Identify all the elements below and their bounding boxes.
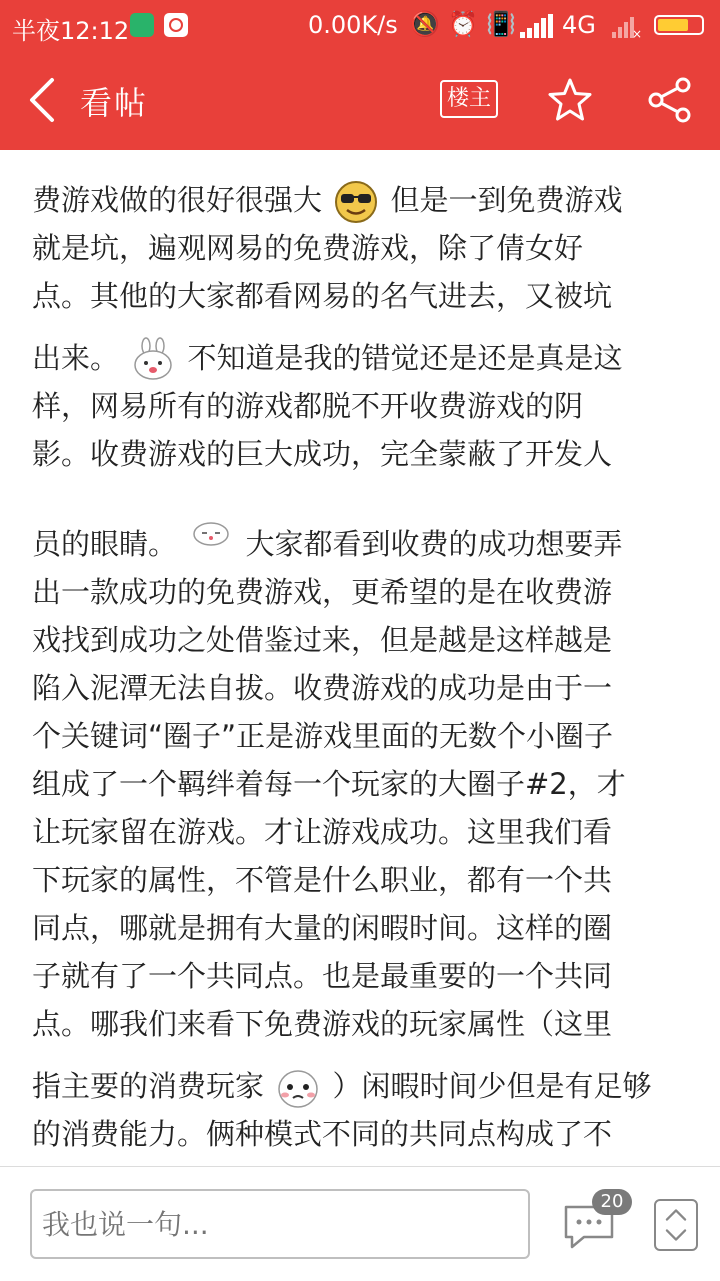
post-line (32, 152, 672, 176)
post-line: 下玩家的属性，不管是什么职业，都有一个共 (32, 863, 613, 897)
post-line: 同点，哪就是拥有大量的闲暇时间。这样的圈 (32, 911, 613, 945)
page-up-down-icon[interactable] (654, 1199, 698, 1251)
post-line: 陷入泥潭无法自拔。收费游戏的成功是由于一 (32, 671, 613, 705)
post-line: 费游戏做的很好很强大 但是一到免费游戏 (32, 176, 672, 224)
crying-emoji (275, 1065, 321, 1111)
post-body (32, 150, 672, 1158)
shield-app-icon (130, 13, 154, 37)
post-line: 让玩家留在游戏。才让游戏成功。这里我们看 (32, 815, 613, 849)
post-line: 点。哪我们来看下免费游戏的玩家属性（这里 (32, 1007, 613, 1041)
post-line: 影。收费游戏的巨大成功，完全蒙蔽了开发人 (32, 437, 613, 471)
post-line: 样，网易所有的游戏都脱不开收费游戏的阴 (32, 389, 584, 423)
page-title: 看帖 (80, 84, 149, 122)
post-line: 个关键词“圈子”正是游戏里面的无数个小圈子 (32, 719, 614, 753)
reply-input[interactable] (30, 1189, 530, 1259)
network-type: 4G (562, 11, 596, 39)
post-line: 指主要的消费玩家 ）闲暇时间少但是有足够 (32, 1062, 672, 1110)
signal-x-icon (612, 14, 642, 38)
only-owner-button[interactable]: 楼主 (440, 80, 498, 118)
net-speed: 0.00K/s (308, 11, 398, 39)
post-content (0, 150, 720, 1166)
post-line: 点。其他的大家都看网易的名气进去，又被坑 (32, 279, 613, 313)
star-icon[interactable] (546, 76, 594, 124)
post-line: 组成了一个羁绊着每一个玩家的大圈子#2，才 (32, 767, 626, 801)
share-icon[interactable] (646, 76, 694, 124)
music-app-icon (164, 13, 188, 37)
post-line: 就是坑，遍观网易的免费游戏，除了倩女好 (32, 231, 584, 265)
vibrate-icon: 📳 (486, 10, 516, 38)
clock: 半夜12:12 (12, 17, 130, 45)
back-arrow-icon[interactable] (18, 72, 74, 128)
status-bar (0, 0, 720, 50)
bunny-emoji (130, 337, 176, 383)
mute-icon: 🔕 (410, 10, 440, 38)
post-line: 戏找到成功之处借鉴过来，但是越是这样越是 (32, 623, 613, 657)
post-line: 子就有了一个共同点。也是最重要的一个共同 (32, 959, 613, 993)
sunglasses-emoji (333, 179, 379, 225)
top-nav (0, 50, 720, 150)
alarm-icon: ⏰ (448, 10, 478, 38)
bottom-bar (0, 1166, 720, 1281)
signal-icon (520, 14, 554, 38)
post-line: 出来。 不知道是我的错觉还是还是真是这 (32, 334, 672, 382)
svg-text:×: × (632, 27, 642, 38)
post-line: 出一款成功的免费游戏，更希望的是在收费游 (32, 575, 613, 609)
post-line: 的消费能力。俩种模式不同的共同点构成了不 (32, 1117, 613, 1151)
battery-icon (654, 15, 704, 35)
post-line: 员的眼睛。 大家都看到收费的成功想要弄 (32, 520, 672, 568)
comment-count-badge: 20 (592, 1189, 632, 1215)
sleeping-emoji (188, 520, 234, 566)
